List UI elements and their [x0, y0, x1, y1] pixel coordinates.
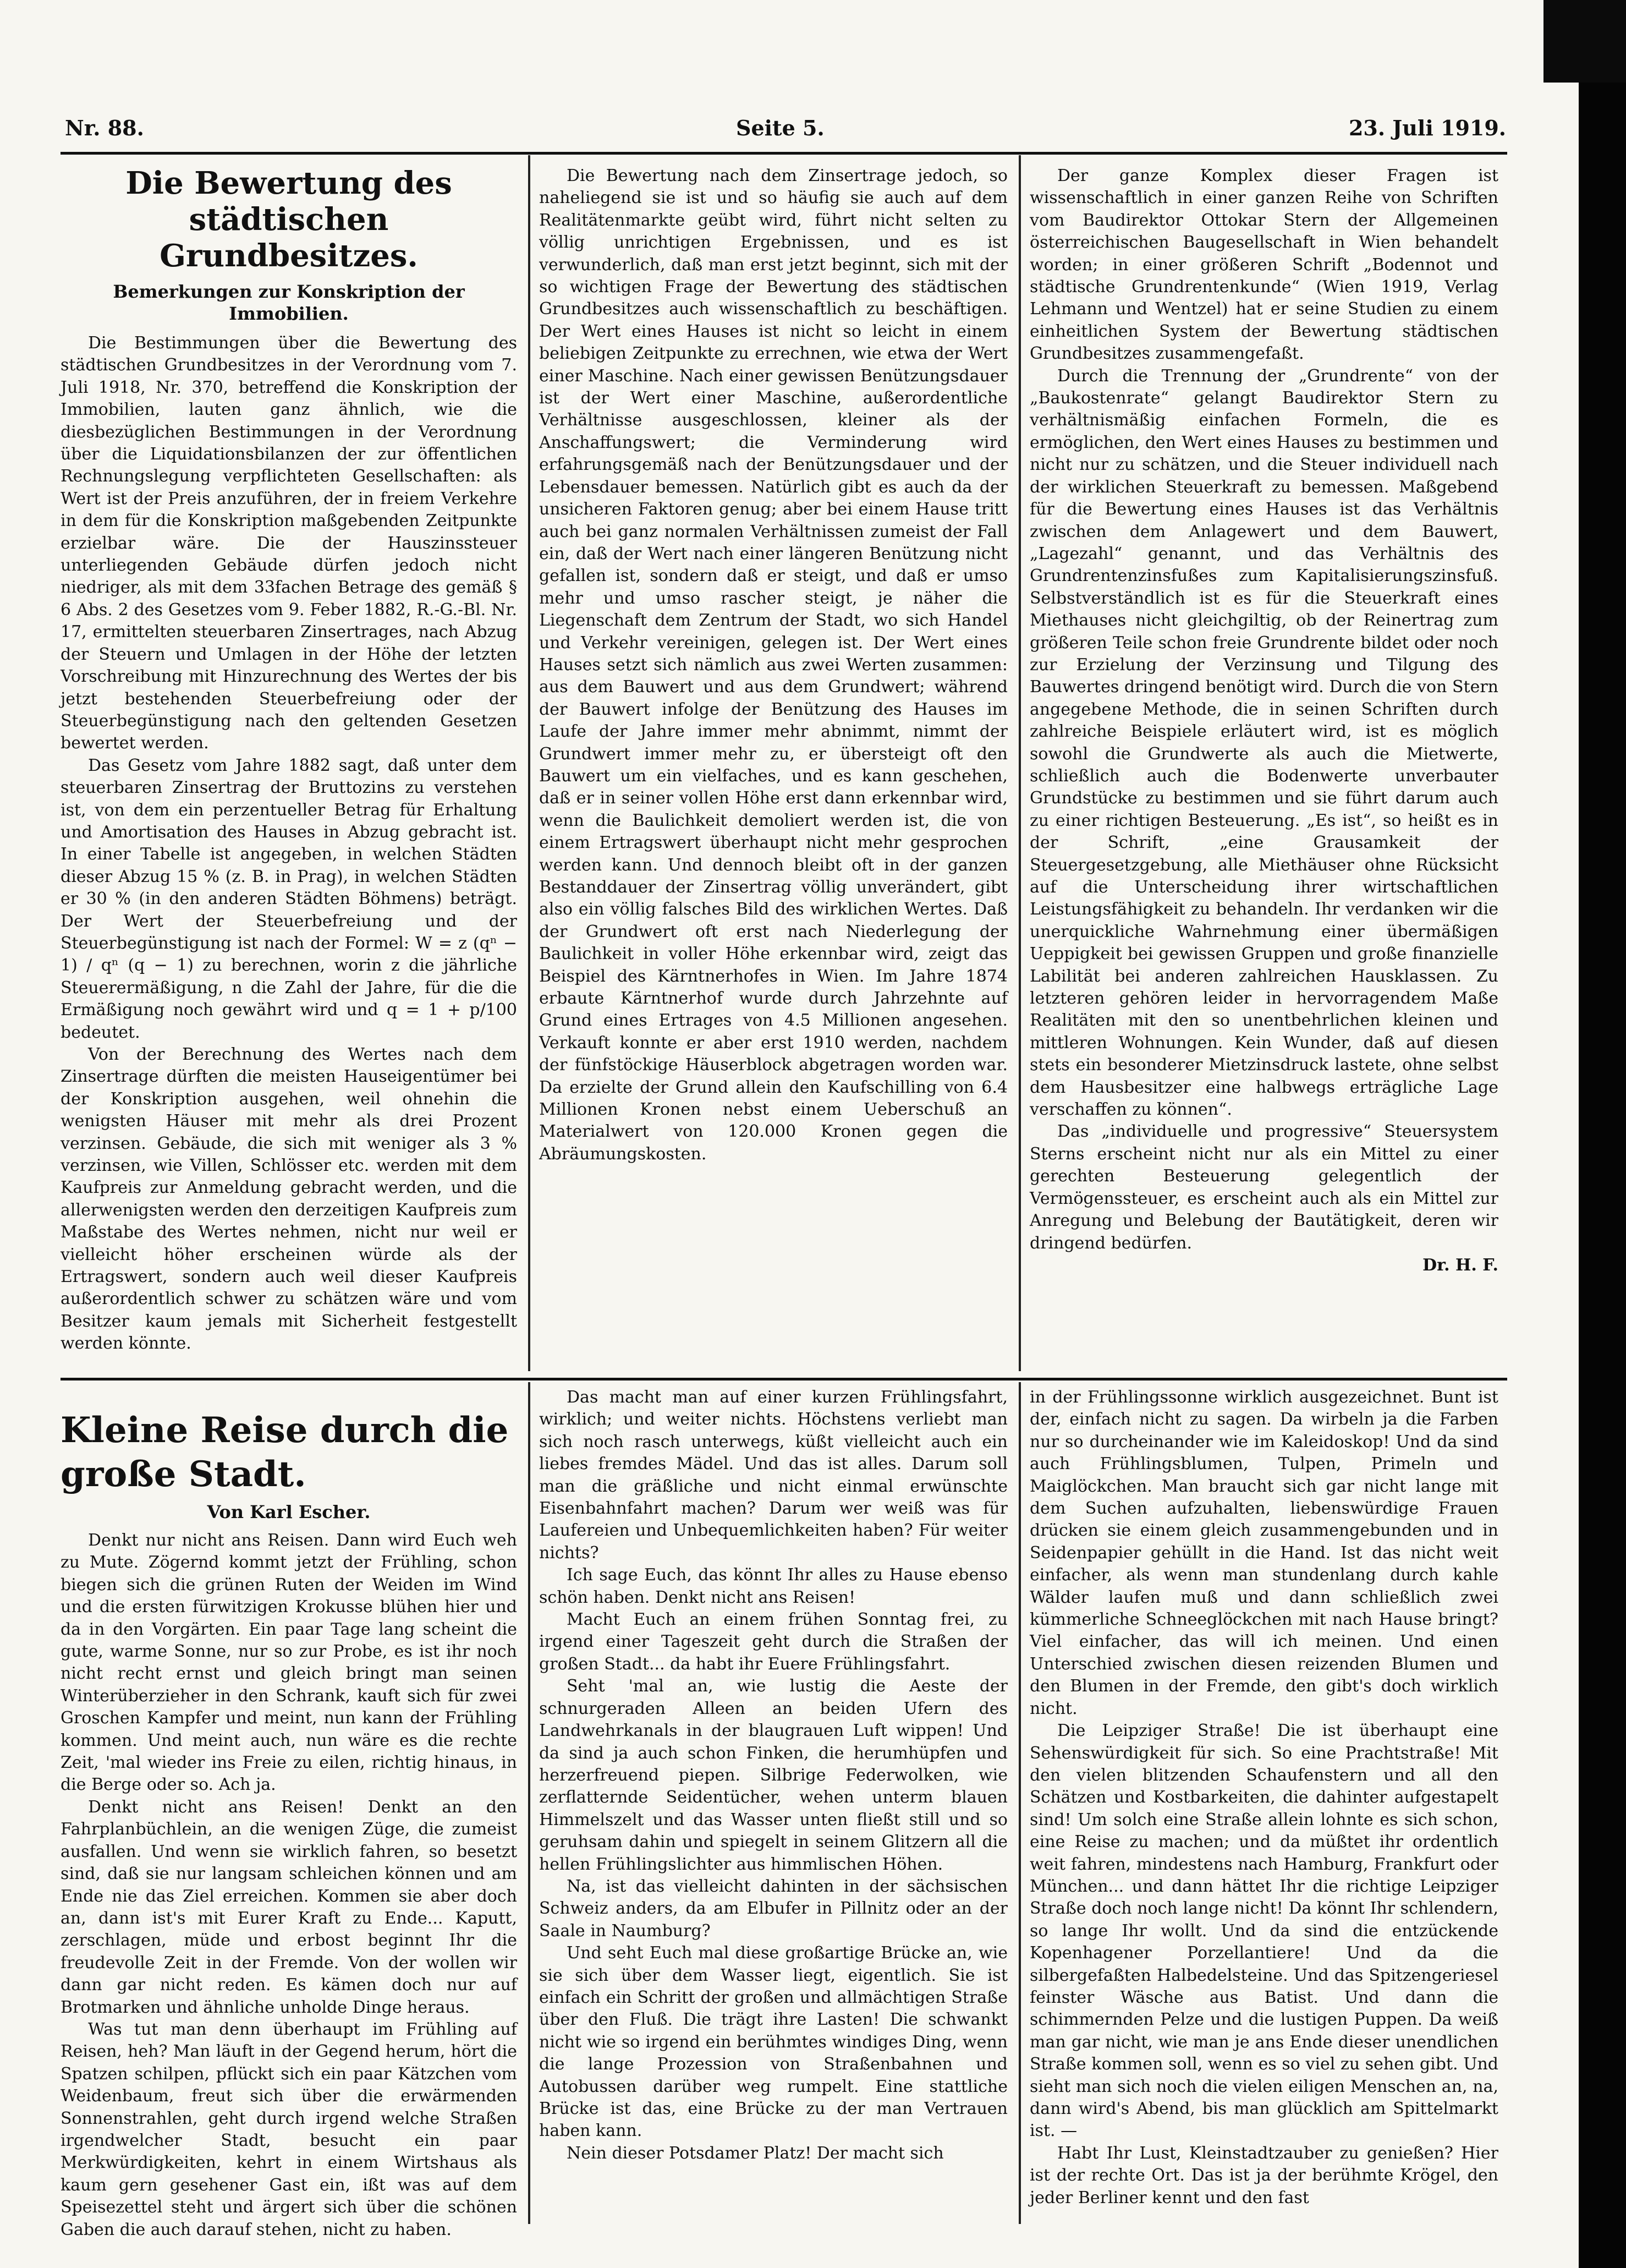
article1-signature: Dr. H. F. [1422, 1255, 1498, 1275]
article1-paragraph: Die Bestimmungen über die Bewertung des städtischen Grundbesitzes in der Verordnung vom 7. Juli 1918, Nr. 370, betreffend die Konskription der Immobilien, lauten ganz ähnlich, wie die diesbezüglichen Bestimmungen in der Verordnung über die Liquidationsbilanzen der zur öffentlichen Rechnungslegung verpflichteten Gesellschaften: als Wert ist der Preis anzuführen, der in freiem Verkehre in dem für die Konskription maßgebenden Zeitpunkte erzielbar wäre. Die der Hauszinssteuer unterliegenden Gebäude dürfen jedoch nicht niedriger, als mit dem 33fachen Betrage des gemäß § 6 Abs. 2 des Gesetzes vom 9. Feber 1882, R.-G.-Bl. Nr. 17, ermittelten steuerbaren Zinsertrages, nach Abzug der Steuern und Umlagen in der Höhe der letzten Vorschreibung mit Hinzurechnung des Wertes der bis jetzt bestehenden Steuerbefreiung oder der Steuerbegünstigung nach den geltenden Gesetzen bewertet werden. [61, 333, 517, 753]
column-rule [528, 1382, 530, 2224]
article1-paragraph: Die Bewertung nach dem Zinsertrage jedoch, so naheliegend sie ist und so häufig sie auch auf dem Realitätenmarkte geübt wird, führt nicht selten zu völlig unrichtigen Ergebnissen, und es ist verwunderlich, daß man erst jetzt beginnt, sich mit der so wichtigen Frage der Bewertung des städtischen Grundbesitzes auch wissenschaftlich zu beschäftigen. Der Wert eines Hauses ist nicht so leicht in einem beliebigen Zeitpunkte zu errechnen, wie etwa der Wert einer Maschine. Nach einer gewissen Benützungsdauer ist der Wert einer Maschine, außerordentliche Verhältnisse ausgeschlossen, kleiner als der Anschaffungswert; die Verminderung wird erfahrungsgemäß nach der Benützungsdauer und der Lebensdauer bemessen. Natürlich gibt es auch da der unsicheren Faktoren genug; aber bei einem Hause tritt auch bei ganz normalen Verhältnissen zumeist der Fall ein, daß der Wert nach einer längeren Benützung nicht gefallen ist, sondern daß er steigt, und daß er umso mehr und umso rascher steigt, je näher die Liegenschaft dem Zentrum der Stadt, wo sich Handel und Verkehr vereinigen, gelegen ist. Der Wert eines Hauses setzt sich nämlich aus zwei Werten zusammen: aus dem Bauwert und aus dem Grundwert; während der Bauwert infolge der Benützung des Hauses im Laufe der Jahre immer mehr abnimmt, nimmt der Grundwert immer mehr zu, er übersteigt oft den Bauwert um ein vielfaches, und es kann geschehen, daß er in seiner vollen Höhe erst dann erkennbar wird, wenn die Baulichkeit demoliert werden ist, die von einem Ertragswert überhaupt nicht mehr gesprochen werden kann. Und dennoch bleibt oft in der ganzen Bestanddauer der Zinsertrag völlig unverändert, gibt also ein völlig falsches Bild des wirklichen Wertes. Daß der Grundwert oft erst nach Niederlegung der Baulichkeit in voller Höhe erkennbar wird, zeigt das Beispiel des Kärntnerhofes in Wien. Im Jahre 1874 erbaute Kärntnerhof wurde durch Jahrzehnte auf Grund eines Ertrages von 4.5 Millionen angesehen. Verkauft konnte er aber erst 1910 werden, nachdem der fünfstöckige Häuserblock abgetragen worden war. Da erzielte der Grund allein den Kaufschilling von 6.4 Millionen Kronen nebst einem Ueberschuß an Materialwert von 120.000 Kronen gegen die Abräumungskosten. [539, 166, 1008, 1164]
article2-byline: Von Karl Escher. [207, 1502, 371, 1522]
article1-subtitle: Bemerkungen zur Konskription der Immobilien. [113, 281, 465, 324]
article2-column-3 [1030, 1387, 1498, 2223]
scan-edge-dark [1579, 0, 1626, 2268]
column-rule [528, 155, 530, 1371]
article2-paragraph: Die Leipziger Straße! Die ist überhaupt eine Sehenswürdigkeit für sich. So eine Prachtstraße! Mit den vielen blitzenden Schaufenstern und all den Schätzen und Kostbarkeiten, die dahinter aufgestapelt sind! Um solch eine Straße allein lohnte es sich schon, eine Reise zu machen; und da müßtet ihr ordentlich weit fahren, mindestens nach Hamburg, Frankfurt oder München... und dann hättet Ihr die richtige Leipziger Straße doch noch lange nicht! Da könnt Ihr schlendern, so lange Ihr wollt. Und da sind die entzückende Kopenhagener Porzellantiere! Und da die silbergefaßten Halbedelsteine. Und das Spitzengeriesel feinster Wäsche aus Batist. Und dann die schimmernden Pelze und die lustigen Puppen. Da weiß man gar nicht, wie man je ans Ende dieser unendlichen Straße kommen soll, wenn es so viel zu sehen gibt. Und sieht man sich noch die vielen eiligen Menschen an, na, dann wird's Abend, bis man glücklich am Spittelmarkt ist. — [1030, 1721, 1498, 2141]
article1-column-3 [1030, 165, 1498, 1370]
article1-column-1 [61, 165, 517, 1370]
article1-title: Die Bewertung des städtischen Grundbesitzes. [125, 165, 452, 274]
article2-column-2 [539, 1387, 1008, 2223]
article1-paragraph: Der ganze Komplex dieser Fragen ist wissenschaftlich in einer ganzen Reihe von Schriften vom Baudirektor Ottokar Stern der Allgemeinen österreichischen Baugesellschaft in Wien behandelt worden; in einer größeren Schrift „Bodennot und städtische Grundrentenkunde“ (Wien 1919, Verlag Lehmann und Wentzel) hat er seine Studien zu einem einheitlichen System der Bewertung städtischen Grundbesitzes zusammengefaßt. [1030, 166, 1498, 364]
article2-paragraph: Ich sage Euch, das könnt Ihr alles zu Hause ebenso schön haben. Denkt nicht ans Reisen! [539, 1565, 1008, 1607]
article2-paragraph: Was tut man denn überhaupt im Frühling auf Reisen, heh? Man läuft in der Gegend herum, hört die Spatzen schilpen, pflückt sich ein paar Kätzchen vom Weidenbaum, freut sich über die erwärmenden Sonnenstrahlen, geht durch irgend welche Straßen irgendwelcher Stadt, besucht ein paar Merkwürdigkeiten, kehrt in einem Wirtshaus als kaum gern gesehener Gast ein, ißt was auf dem Speisezettel steht und ärgert sich über die schönen Gaben die auch darauf stehen, nicht zu haben. [61, 2019, 517, 2239]
article1-paragraph: Das „individuelle und progressive“ Steuersystem Sterns erscheint nicht nur als ein Mittel zu einer gerechten Besteuerung gelegentlich der Vermögenssteuer, es erscheint auch als ein Mittel zur Anregung und Belebung der Bautätigkeit, deren wir dringend bedürfen. [1030, 1122, 1498, 1253]
section-separator [61, 1378, 1507, 1380]
article1-paragraph: Durch die Trennung der „Grundrente“ von der „Baukostenrate“ gelangt Baudirektor Stern zu verhältnismäßig einfachen Formeln, die es ermöglichen, den Wert eines Hauses zu bestimmen und nicht nur zu schätzen, und die Steuer individuell nach der wirklichen Steuerkraft zu bemessen. Maßgebend für die Bewertung eines Hauses ist das Verhältnis zwischen dem Anlagewert und dem Bauwert, „Lagezahl“ genannt, und das Verhältnis des Grundrentenzinsfußes zum Kapitalisierungszinsfuß. Selbstverständlich ist es für die Steuerkraft eines Miethauses nicht gleichgiltig, ob der Reinertrag zum größeren Teile schon freie Grundrente bildet oder noch zur Erzielung der Verzinsung und Tilgung des Bauwertes dringend benötigt wird. Durch die von Stern angegebene Methode, die in seinen Schriften durch zahlreiche Beispiele erläutert wird, ist es möglich sowohl die Grundwerte als auch die Mietwerte, schließlich auch die Bodenwerte unverbauter Grundstücke zu bestimmen und sie führt darum auch zu einer richtigen Besteuerung. „Es ist“, so heißt es in der Schrift, „eine Grausamkeit der Steuergesetzgebung, alle Miethäuser ohne Rücksicht auf die Unterscheidung ihrer wirtschaftlichen Leistungsfähigkeit zu behandeln. Ihr verdanken wir die unerquickliche Wahrnehmung einer übermäßigen Ueppigkeit bei gewissen Gruppen und große finanzielle Labilität bei anderen zahlreichen Hausklassen. Zu letzteren gehören leider in hervorragendem Maße Realitäten mit den so unentbehrlichen kleinen und mittleren Wohnungen. Kein Wunder, daß auf diesen stets ein besonderer Mietzinsdruck lastete, ohne selbst dem Hausbesitzer eine halbwegs erträgliche Lage verschaffen zu können“. [1030, 366, 1498, 1120]
article1-paragraph: Von der Berechnung des Wertes nach dem Zinsertrage dürften die meisten Hauseigentümer bei der Konskription ausgehen, weil ohnehin die wenigsten Häuser mit mehr als drei Prozent verzinsen. Gebäude, die sich mit weniger als 3 % verzinsen, wie Villen, Schlösser etc. werden mit dem Kaufpreis zur Anmeldung gebracht werden, und die allerwenigsten werden den derzeitigen Kaufpreis zum Maßstabe des Wertes nehmen, nicht nur weil er vielleicht höher erscheinen würde als der Ertragswert, sondern auch weil dieser Kaufpreis außerordentlich schwer zu schätzen wäre und vom Besitzer kaum jemals mit Sicherheit festgestellt werden könnte. [61, 1045, 517, 1354]
article2-title: Kleine Reise durch die große Stadt. [61, 1410, 509, 1495]
column-rule [1019, 155, 1021, 1371]
page-number: Seite 5. [736, 116, 825, 140]
column-rule [1019, 1382, 1021, 2224]
article2-paragraph: Nein dieser Potsdamer Platz! Der macht sich [567, 2143, 944, 2163]
article1-column-2 [539, 165, 1008, 1370]
issue-date: 23. Juli 1919. [1348, 116, 1506, 140]
page-header [65, 116, 1506, 154]
article2-paragraph: Habt Ihr Lust, Kleinstadtzauber zu genießen? Hier ist der rechte Ort. Das ist ja der berühmte Krögel, den jeder Berliner kennt und den fast [1030, 2143, 1498, 2207]
article2-paragraph: Na, ist das vielleicht dahinten in der sächsischen Schweiz anders, da am Elbufer in Pillnitz oder an der Saale in Naumburg? [539, 1876, 1008, 1941]
issue-number: Nr. 88. [65, 116, 144, 140]
article2-paragraph: Und seht Euch mal diese großartige Brücke an, wie sie sich über dem Wasser liegt, eigentlich. Sie ist einfach ein Schritt der großen und allmächtigen Straße über den Fluß. Die trägt ihre Lasten! Die schwankt nicht wie so irgend ein berühmtes windiges Ding, wenn die lange Prozession von Straßenbahnen und Autobussen darüber weg rumpelt. Eine stattliche Brücke ist das, eine Brücke zu der man Vertrauen haben kann. [539, 1943, 1008, 2141]
article2-column-1 [61, 1409, 517, 2239]
article2-paragraph: Denkt nur nicht ans Reisen. Dann wird Euch weh zu Mute. Zögernd kommt jetzt der Frühling, schon biegen sich die grünen Ruten der Weiden im Wind und die ersten fürwitzigen Krokusse blühen hier und da in den Vorgärten. Ein paar Tage lang scheint die gute, warme Sonne, nur so zur Probe, es ist ihr noch nicht recht ernst und gleich bringt man seinen Winterüberzieher in den Schrank, kauft sich für zwei Groschen Kampfer und meint, nun kann der Frühling kommen. Und meint auch, nun wäre es die rechte Zeit, 'mal wieder ins Freie zu eilen, richtig hinaus, in die Berge oder so. Ach ja. [61, 1531, 517, 1795]
article2-paragraph: Denkt nicht ans Reisen! Denkt an den Fahrplanbüchlein, an die wenigen Züge, die zumeist ausfallen. Und wenn sie wirklich fahren, so besetzt sind, daß sie nur langsam schleichen können und am Ende nie das Ziel erreichen. Kommen sie aber doch an, dann ist's mit Eurer Kraft zu Ende... Kaputt, zerschlagen, müde und erbost beginnt Ihr die freudevolle Zeit in der Fremde. Von der wollen wir dann gar nicht reden. Es kämen doch nur auf Brotmarken und ähnliche unholde Dinge heraus. [61, 1797, 517, 2017]
article2-paragraph: Seht 'mal an, wie lustig die Aeste der schnurgeraden Alleen an beiden Ufern des Landwehrkanals in der blaugrauen Luft wippen! Und da sind ja auch schon Finken, die herumhüpfen und herzerfreuend piepen. Silbrige Federwolken, wie zerflatternde Seidentücher, wehen unterm blauen Himmelszelt und das Wasser unten fließt still und so geruhsam dahin und spiegelt in seinem Glitzern all die hellen Frühlingslichter aus himmlischen Höhen. [539, 1677, 1008, 1874]
article2-paragraph: Das macht man auf einer kurzen Frühlingsfahrt, wirklich; und weiter nichts. Höchstens verliebt man sich noch rasch unterwegs, küßt vielleicht auch ein liebes fremdes Mädel. Und das ist alles. Darum soll man die gräßliche und nicht einmal erwünschte Eisenbahnfahrt machen? Darum wer weiß was für Laufereien und Unbequemlichkeiten haben? Für weiter nichts? [539, 1388, 1008, 1563]
scan-corner-dark [1543, 0, 1626, 83]
article2-paragraph: Macht Euch an einem frühen Sonntag frei, zu irgend einer Tageszeit geht durch die Straßen der großen Stadt... da habt ihr Euere Frühlingsfahrt. [539, 1610, 1008, 1674]
article2-paragraph: in der Frühlingssonne wirklich ausgezeichnet. Bunt ist der, einfach nicht zu sagen. Da wirbeln ja die Farben nur so durcheinander wie im Kaleidoskop! Und da sind auch Frühlingsblumen, Tulpen, Primeln und Maiglöckchen. Man braucht sich gar nicht lange mit dem Suchen aufzuhalten, liebenswürdige Frauen drücken sie einem gleich zusammengebunden und in Seidenpapier gehüllt in die Hand. Ist das nicht weit einfacher, als wenn man stundenlang durch kahle Wälder laufen muß und dann schließlich zwei kümmerliche Schneeglöckchen mit nach Hause bringt? Viel einfacher, das will ich meinen. Und einen Unterschied zwischen diesen reizenden Blumen und den Blumen in der Fremde, den gibt's doch wirklich nicht. [1030, 1388, 1498, 1718]
article1-paragraph: Das Gesetz vom Jahre 1882 sagt, daß unter dem steuerbaren Zinsertrag der Bruttozins zu verstehen ist, von dem ein perzentueller Betrag für Erhaltung und Amortisation des Hauses in Abzug gebracht ist. In einer Tabelle ist angegeben, in welchen Städten dieser Abzug 15 % (z. B. in Prag), in welchen Städten er 30 % (in den anderen Städten Böhmens) beträgt. Der Wert der Steuerbefreiung und der Steuerbegünstigung ist nach der Formel: W = z (qⁿ − 1) / qⁿ (q − 1) zu berechnen, worin z die jährliche Steuerermäßigung, n die Zahl der Jahre, für die die Ermäßigung noch gewährt wird und q = 1 + p/100 bedeutet. [61, 755, 517, 1042]
header-rule [61, 152, 1507, 155]
